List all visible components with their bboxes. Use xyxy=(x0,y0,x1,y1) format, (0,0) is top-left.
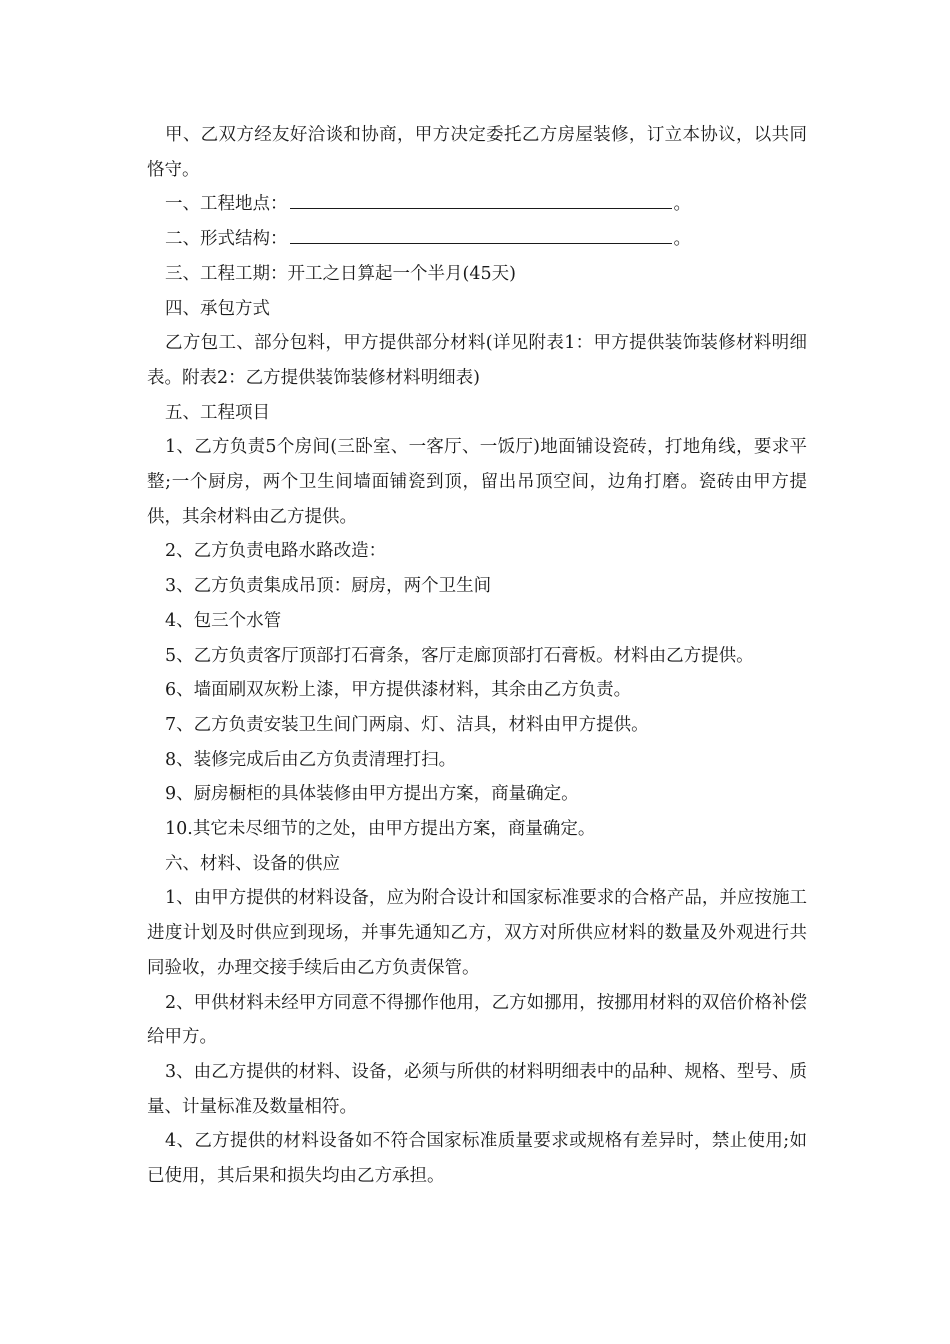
intro-paragraph: 甲、乙双方经友好洽谈和协商，甲方决定委托乙方房屋装修，订立本协议，以共同恪守。 xyxy=(147,125,807,180)
project-item-4: 4、包三个水管 xyxy=(165,610,282,631)
work-location-blank[interactable] xyxy=(290,190,672,209)
project-item-7: 7、乙方负责安装卫生间门两扇、灯、洁具，材料由甲方提供。 xyxy=(165,714,649,735)
project-item-9: 9、厨房橱柜的具体装修由甲方提出方案，商量确定。 xyxy=(165,784,579,805)
project-item-10: 10.其它未尽细节的之处，由甲方提出方案，商量确定。 xyxy=(165,819,596,840)
materials-item-3: 3、由乙方提供的材料、设备，必须与所供的材料明细表中的品种、规格、型号、质量、计量标准及数量相符。 xyxy=(147,1061,807,1117)
project-item-5: 5、乙方负责客厅顶部打石膏条，客厅走廊顶部打石膏板。材料由乙方提供。 xyxy=(165,645,754,666)
materials-item-2: 2、甲供材料未经甲方同意不得挪作他用，乙方如挪用，按挪用材料的双倍价格补偿给甲方。 xyxy=(147,992,807,1048)
structure-end: 。 xyxy=(673,229,691,250)
work-location-end: 。 xyxy=(673,194,691,215)
section-heading-materials: 六、材料、设备的供应 xyxy=(165,853,340,874)
project-item-6: 6、墙面刷双灰粉上漆，甲方提供漆材料，其余由乙方负责。 xyxy=(165,680,632,701)
project-item-3: 3、乙方负责集成吊顶：厨房，两个卫生间 xyxy=(165,576,492,597)
section-heading-project-items: 五、工程项目 xyxy=(165,402,270,423)
materials-item-4: 4、乙方提供的材料设备如不符合国家标准质量要求或规格有差异时，禁止使用;如已使用，其后果和损失均由乙方承担。 xyxy=(147,1131,807,1187)
duration-line: 三、工程工期：开工之日算起一个半月(45天) xyxy=(165,263,516,284)
project-item-1: 1、乙方负责5个房间(三卧室、一客厅、一饭厅)地面铺设瓷砖，打地角线，要求平整;一个厨房，两个卫生间墙面铺瓷到顶，留出吊顶空间，边角打磨。瓷砖由甲方提供，其余材料由乙方提供。 xyxy=(147,437,807,527)
work-location-line xyxy=(147,187,807,222)
materials-item-1: 1、由甲方提供的材料设备，应为附合设计和国家标准要求的合格产品，并应按施工进度计划及时供应到现场，并事先通知乙方，双方对所供应材料的数量及外观进行共同验收，办理交接手续后由乙方负责保管。 xyxy=(147,888,807,978)
structure-blank[interactable] xyxy=(290,225,672,244)
project-item-8: 8、装修完成后由乙方负责清理打扫。 xyxy=(165,749,457,770)
work-location-label: 一、工程地点： xyxy=(165,194,288,215)
contract-body xyxy=(147,118,807,1194)
contract-mode-paragraph: 乙方包工、部分包料，甲方提供部分材料(详见附表1：甲方提供装饰装修材料明细表。附表2：乙方提供装饰装修材料明细表) xyxy=(147,333,807,388)
section-heading-contract-mode: 四、承包方式 xyxy=(165,298,270,319)
structure-label: 二、形式结构： xyxy=(165,229,288,250)
project-item-2: 2、乙方负责电路水路改造： xyxy=(165,541,387,562)
structure-line xyxy=(147,222,807,257)
